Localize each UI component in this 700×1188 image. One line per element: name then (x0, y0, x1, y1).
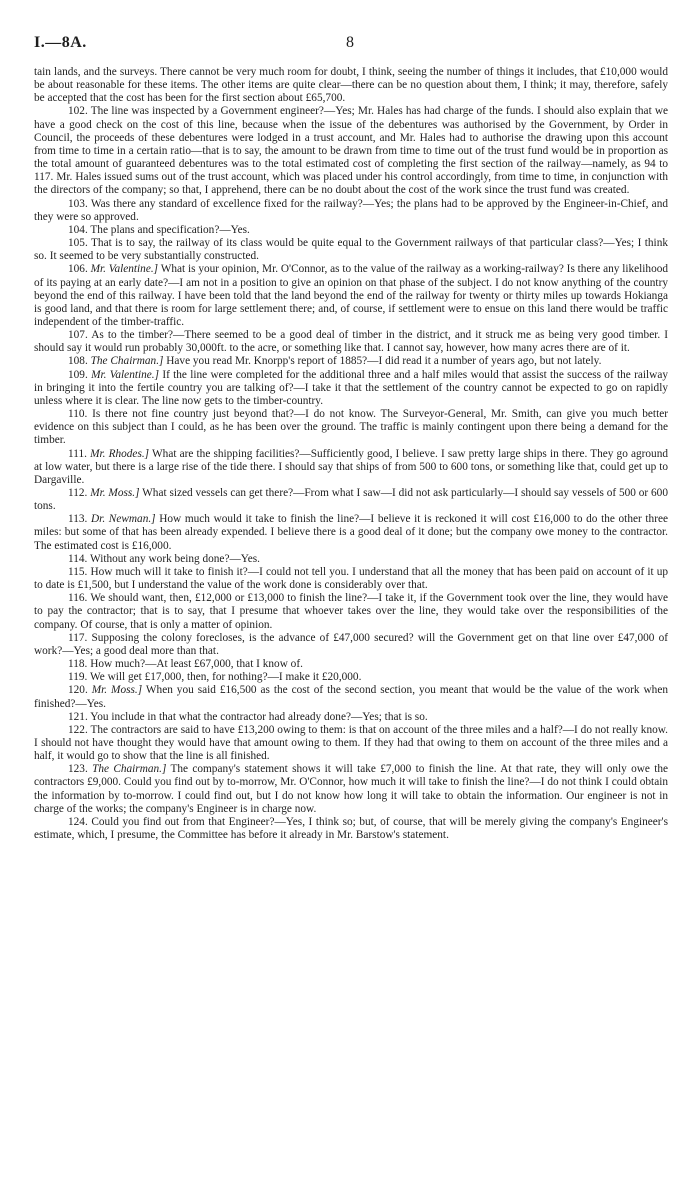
page-number: 8 (346, 34, 354, 51)
question-paragraph (34, 763, 668, 816)
paragraph-text: We should want, then, £12,000 or £13,000 to finish the line?—I take it, if the Government took over the line, they would have to pay the contractor; that is to say, that I presume that whoever takes over the line, they would take over the responsibilities of the company. Of course, that is only a matter of opinion. (34, 592, 668, 631)
question-number: 115. (68, 565, 88, 578)
speaker-name: Mr. Rhodes.] (90, 447, 150, 460)
question-number: 121. (68, 710, 88, 723)
question-paragraph (34, 224, 668, 237)
question-number: 124. (68, 815, 88, 828)
page-header (34, 34, 666, 54)
paragraph-text: If the line were completed for the additional three and a half miles would that assist the success of the railway in bringing it into the fertile country you are talking of?—I take it that the settlement of the country cannot be expected to go on rapidly unless where it is clear. The line now gets to the timber-country. (34, 368, 668, 407)
question-paragraph (34, 487, 668, 513)
question-paragraph (34, 711, 668, 724)
paper-reference: I.—8A. (34, 34, 87, 51)
question-paragraph (34, 263, 668, 329)
paragraph-text: tain lands, and the surveys. There cannot be very much room for doubt, I think, seeing the number of things it includes, that £10,000 would be about reasonable for these items. The other items are quite clear—there can be no question about them, I think; it may, therefore, safely be accepted that the cost has been for the first section about £65,700. (34, 66, 668, 105)
question-paragraph (34, 105, 668, 197)
paragraph-text: That is to say, the railway of its class would be quite equal to the Government railways of that particular class?—Yes; I think so. It seemed to be very substantially constructed. (34, 237, 668, 263)
question-paragraph (34, 566, 668, 592)
question-paragraph (34, 237, 668, 263)
question-number: 103. (68, 197, 88, 210)
question-paragraph (34, 329, 668, 355)
question-paragraph (34, 592, 668, 631)
question-number: 108. (68, 355, 88, 368)
paragraph-text: We will get £17,000, then, for nothing?—I make it £20,000. (89, 671, 362, 684)
speaker-name: The Chairman.] (90, 355, 164, 368)
question-number: 119. (68, 671, 88, 684)
paragraph-text: What is your opinion, Mr. O'Connor, as to the value of the railway as a working-railway? Is there any likelihood of its paying at an early date?—I am not in a position to give an opinion on that phase of the subject. I do not know anything of the country beyond the end of this railway. I have been told that the land beyond the end of the railway for twenty or thirty miles up towards Hokianga is good land, and that there is room for large settlement there; and, of course, if settlement were to ensue on this land there would be traffic independent of the timber-traffic. (34, 263, 669, 328)
paragraph-text: How much?—At least £67,000, that I know of. (90, 658, 303, 671)
question-paragraph (34, 198, 668, 224)
question-paragraph (34, 408, 668, 447)
question-paragraph (34, 684, 668, 710)
speaker-name: Dr. Newman.] (91, 513, 156, 526)
question-number: 117. (68, 631, 88, 644)
question-number: 118. (68, 658, 88, 671)
question-number: 114. (68, 552, 88, 565)
paragraph-text: When you said £16,500 as the cost of the second section, you meant that would be the value of the work when finished?—Yes. (34, 684, 668, 710)
question-number: 120. (68, 684, 88, 697)
paragraph-text: Have you read Mr. Knorpp's report of 1885?—I did read it a number of years ago, but not lately. (166, 355, 602, 368)
question-paragraph (34, 66, 668, 105)
question-number: 102. (68, 105, 88, 118)
question-number: 105. (68, 237, 88, 250)
speaker-name: Mr. Valentine.] (90, 263, 159, 276)
question-paragraph (34, 671, 668, 684)
question-number: 110. (68, 408, 88, 421)
paragraph-text: As to the timber?—There seemed to be a good deal of timber in the district, and it struck me as being very good timber. I should say it would run probably 30,000ft. to the acre, or something like that. I cannot say, however, how many acres there are of it. (34, 329, 668, 355)
paragraph-text: What are the shipping facilities?—Sufficiently good, I believe. I saw pretty large ships in there. They go aground at low water, but there is a large rise of the tide there. I should say that ships of from 500 to 600 tons, or something like that, could get up to Dargaville. (34, 447, 669, 486)
paragraph-text: You include in that what the contractor had already done?—Yes; that is so. (90, 710, 428, 723)
speaker-name: Mr. Moss.] (90, 487, 140, 499)
question-number: 113. (68, 513, 88, 526)
question-number: 104. (68, 223, 88, 236)
paragraph-text: Could you find out from that Engineer?—Yes, I think so; but, of course, that will be merely giving the company's Engineer's estimate, which, I presume, the Committee has before it already in Mr. Barstow's statement. (34, 815, 668, 842)
question-number: 116. (68, 592, 88, 605)
question-number: 107. (68, 329, 88, 342)
paragraph-text: How much will it take to finish it?—I could not tell you. I understand that all the money that has been paid on account of it up to date is £1,500, but I understand the value of the work done is considerably over that. (34, 565, 668, 592)
question-paragraph (34, 355, 668, 368)
paragraph-text: How much would it take to finish the line?—I believe it is reckoned it will cost £16,000 to do the other three miles: but some of that has been already expended. I believe there is a good deal of it done; but the company owe money to the contractor. The estimated cost is £16,000. (34, 513, 668, 552)
speaker-name: The Chairman.] (92, 763, 167, 776)
evidence-text (34, 66, 668, 842)
question-paragraph (34, 448, 668, 487)
paragraph-text: The line was inspected by a Government engineer?—Yes; Mr. Hales has had charge of the funds. I should also explain that we have a good check on the cost of this line, because when the issue of the debentures was authorised by the Government, by Order in Council, the proceeds of these debentures were lodged in a trust account, and Mr. Hales had to authorise the drawing upon this account from time to time in a certain ratio—that is to say, the amount to be drawn from time to time out of the trust fund would be in proportion as the total amount of guaranteed debentures was to the total estimated cost of completing the first section of the railway—namely, as 94 to 117. Mr. Hales issued sums out of the trust account, which was placed under his control accordingly, from time to time, in conjunction with the directors of the company; so that, I apprehend, there can be no doubt about the cost of the work since the trust fund was created. (34, 105, 668, 197)
question-number: 106. (68, 263, 88, 276)
question-paragraph (34, 369, 668, 408)
paragraph-text: What sized vessels can get there?—From what I saw—I did not ask particularly—I should say vessels of 500 or 600 tons. (34, 487, 668, 513)
paragraph-text: Is there not fine country just beyond that?—I do not know. The Surveyor-General, Mr. Smith, can give you much better evidence on this subject than I could, as he has been over the ground. The traffic is mainly contingent upon there being a demand for the timber. (34, 408, 668, 447)
paragraph-text: The company's statement shows it will take £7,000 to finish the line. At that rate, they will only owe the contractors £9,000. Could you find out by to-morrow, Mr. O'Connor, how much it will take to finish the line?—I do not think I could obtain the information by to-morrow. I could find out, but I do not know how long it will take to obtain the information. Our engineer is not in charge of the works; the company's Engineer is in charge now. (34, 763, 669, 815)
question-paragraph (34, 724, 668, 763)
question-paragraph (34, 816, 668, 842)
question-paragraph (34, 513, 668, 552)
question-paragraph (34, 658, 668, 671)
question-number: 112. (68, 487, 88, 499)
paragraph-text: Was there any standard of excellence fixed for the railway?—Yes; the plans had to be approved by the Engineer-in-Chief, and they were so approved. (34, 197, 668, 223)
paragraph-text: The plans and specification?—Yes. (90, 223, 250, 236)
question-paragraph (34, 553, 668, 566)
paragraph-text: Supposing the colony forecloses, is the advance of £47,000 secured? will the Government get on that line over £47,000 of work?—Yes; a good deal more than that. (34, 631, 668, 657)
question-number: 122. (68, 723, 88, 736)
paragraph-text: Without any work being done?—Yes. (89, 552, 261, 565)
question-number: 123. (68, 763, 88, 776)
question-number: 109. (68, 368, 88, 381)
speaker-name: Mr. Moss.] (91, 684, 143, 697)
speaker-name: Mr. Valentine.] (91, 368, 160, 381)
paragraph-text: The contractors are said to have £13,200 owing to them: is that on account of the three miles and a half?—I do not really know. I should not have thought they would have that amount owing to them. If they had that owing to them on account of the three miles and a half, it would go to show that the line is all finished. (34, 723, 668, 763)
question-number: 111. (68, 447, 87, 460)
question-paragraph (34, 632, 668, 658)
